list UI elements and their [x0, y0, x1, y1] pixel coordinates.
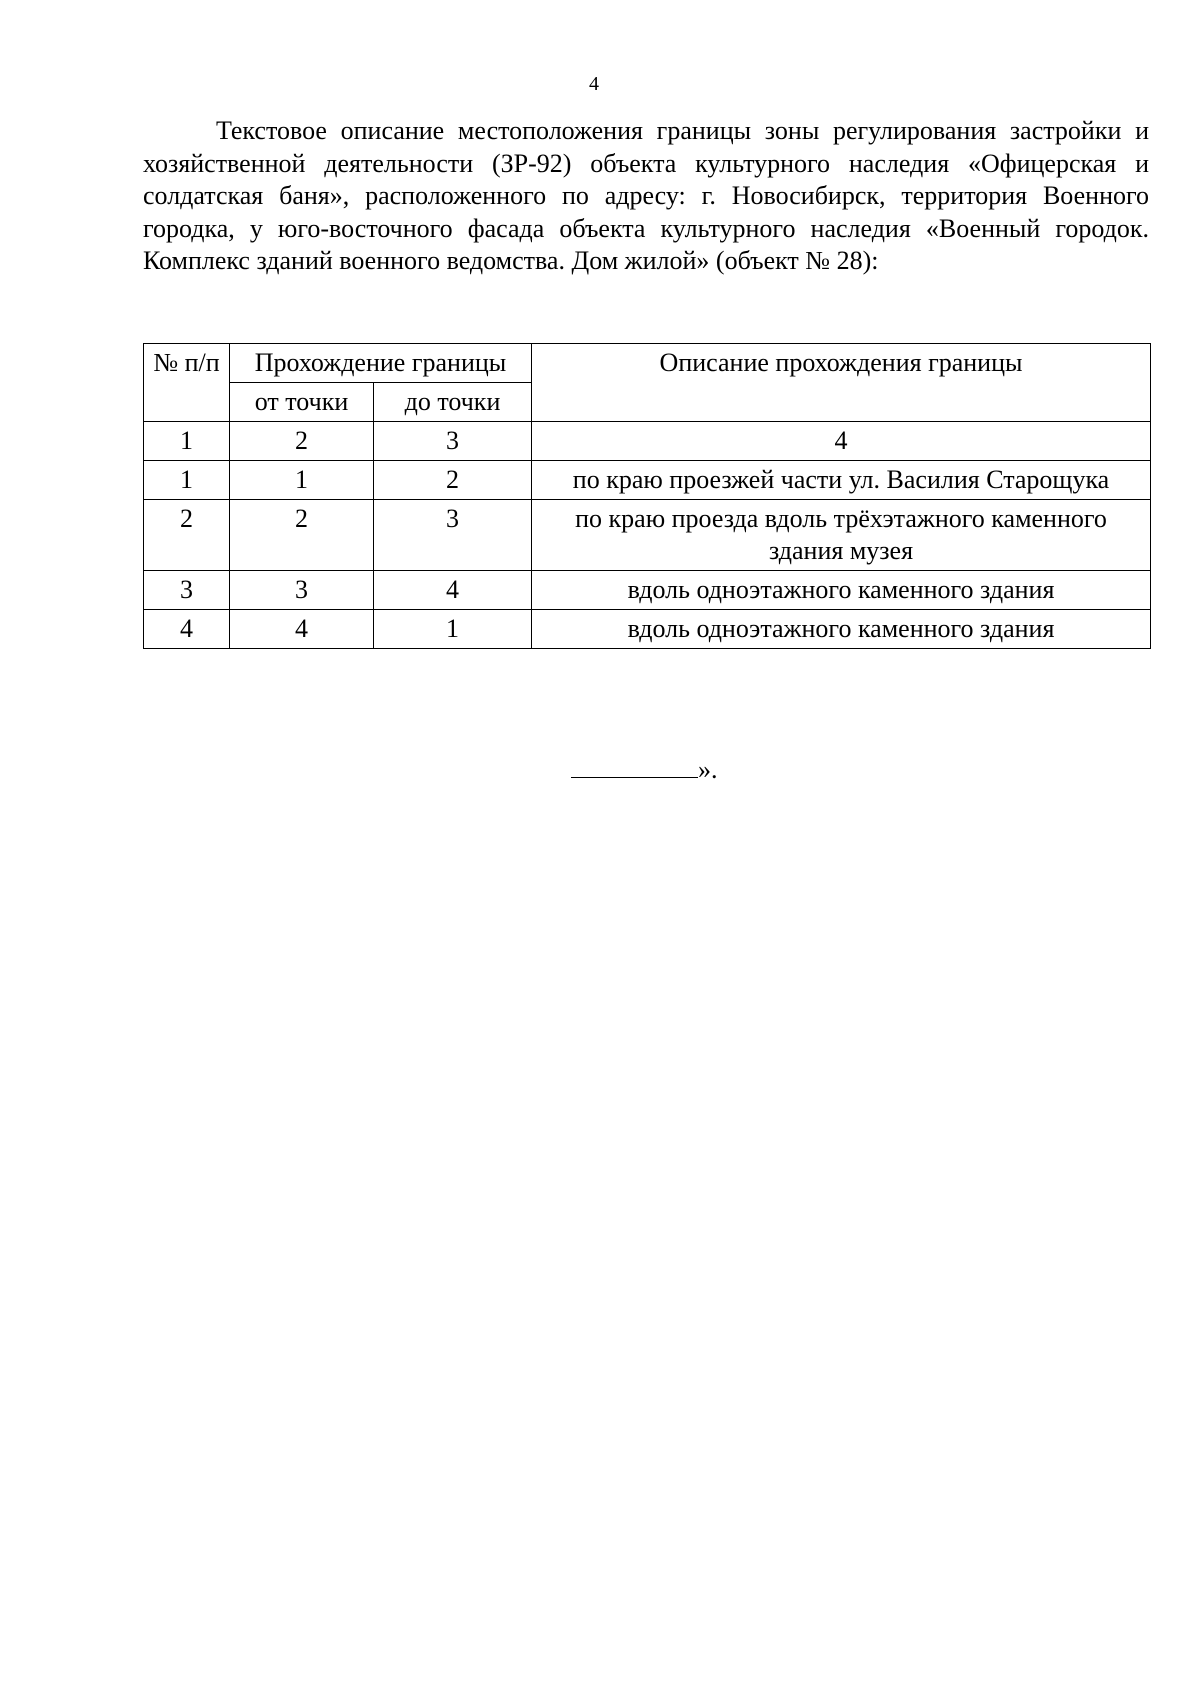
- column-number-4: 4: [532, 422, 1151, 461]
- table-row: [144, 610, 1151, 649]
- row-description: по краю проезжей части ул. Василия Старощука: [532, 461, 1151, 500]
- row-from-point: 1: [230, 461, 374, 500]
- table-header-row: [144, 344, 1151, 383]
- column-numbers-row: [144, 422, 1151, 461]
- row-from-point: 3: [230, 571, 374, 610]
- row-from-point: 2: [230, 500, 374, 571]
- closing-line: [571, 751, 718, 786]
- row-description: по краю проезда вдоль трёхэтажного каменного здания музея: [532, 500, 1151, 571]
- intro-paragraph: Текстовое описание местоположения границы зоны регулирования застройки и хозяйственной деятельности (ЗР-92) объекта культурного наследия «Офицерская и солдатская баня», расположенного по адресу: г. Новосибирск, территория Военного городка, у юго-восточного фасада объекта культурного наследия «Военный городок. Комплекс зданий военного ведомства. Дом жилой» (объект № 28):: [143, 116, 1149, 276]
- header-number: № п/п: [144, 344, 230, 422]
- row-number: 4: [144, 610, 230, 649]
- header-description: Описание прохождения границы: [532, 344, 1151, 422]
- row-to-point: 2: [374, 461, 532, 500]
- table-row: [144, 571, 1151, 610]
- boundary-table: [143, 343, 1151, 649]
- header-from-point: от точки: [230, 383, 374, 422]
- closing-quote: ».: [698, 755, 718, 784]
- blank-underline: [571, 751, 698, 778]
- column-number-1: 1: [144, 422, 230, 461]
- header-passage: Прохождение границы: [230, 344, 532, 383]
- table-row: [144, 461, 1151, 500]
- row-number: 2: [144, 500, 230, 571]
- row-to-point: 1: [374, 610, 532, 649]
- column-number-2: 2: [230, 422, 374, 461]
- row-description: вдоль одноэтажного каменного здания: [532, 610, 1151, 649]
- row-to-point: 4: [374, 571, 532, 610]
- row-to-point: 3: [374, 500, 532, 571]
- row-number: 1: [144, 461, 230, 500]
- column-number-3: 3: [374, 422, 532, 461]
- row-number: 3: [144, 571, 230, 610]
- page-number: 4: [589, 73, 599, 95]
- header-to-point: до точки: [374, 383, 532, 422]
- table-row: [144, 500, 1151, 571]
- row-description: вдоль одноэтажного каменного здания: [532, 571, 1151, 610]
- row-from-point: 4: [230, 610, 374, 649]
